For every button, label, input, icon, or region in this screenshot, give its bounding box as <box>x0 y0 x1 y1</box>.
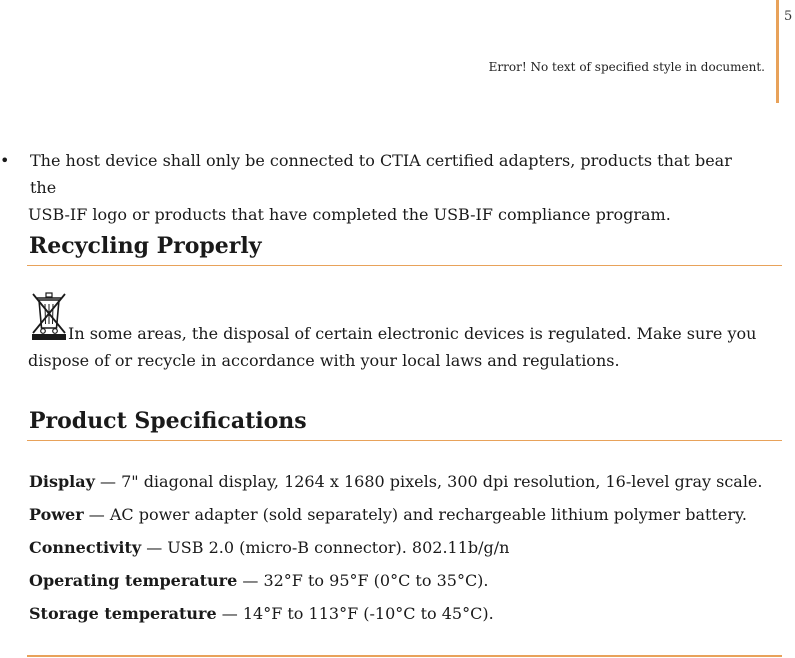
header-vertical-rule <box>776 0 779 103</box>
spec-item-storage-temperature <box>29 599 779 632</box>
recycling-line-2: dispose of or recycle in accordance with your local laws and regulations. <box>28 351 620 370</box>
page-number: 5 <box>784 9 793 24</box>
spec-label: Display <box>29 472 95 491</box>
bullet-line-1: The host device shall only be connected to CTIA certified adapters, products that bear the <box>30 151 732 197</box>
spec-value: — USB 2.0 (micro-B connector). 802.11b/g/n <box>141 538 510 557</box>
section-heading-recycling: Recycling Properly <box>29 233 262 259</box>
spec-value: — 14°F to 113°F (-10°C to 45°C). <box>216 604 494 623</box>
section-rule-specs <box>27 440 782 441</box>
spec-label: Connectivity <box>29 538 142 557</box>
bullet-text <box>28 147 760 228</box>
spec-label: Storage temperature <box>29 604 217 623</box>
spec-label: Operating temperature <box>29 571 238 590</box>
spec-value: — 7" diagonal display, 1264 x 1680 pixels, 300 dpi resolution, 16-level gray scale. <box>94 472 763 491</box>
bullet-icon: • <box>0 151 10 170</box>
bullet-item <box>0 147 760 228</box>
spec-item-operating-temperature <box>29 566 779 599</box>
spec-value: — AC power adapter (sold separately) and rechargeable lithium polymer battery. <box>83 505 747 524</box>
section-heading-specs: Product Specifications <box>29 408 307 434</box>
section-rule-recycling <box>27 265 782 266</box>
running-header: Error! No text of specified style in document. <box>488 60 765 74</box>
spec-list <box>29 467 779 632</box>
footer-rule <box>27 655 782 657</box>
spec-item-display <box>29 467 779 500</box>
spec-item-power <box>29 500 779 533</box>
spec-item-connectivity <box>29 533 779 566</box>
crossed-out-wheelie-bin-icon <box>30 290 68 342</box>
recycling-line-1: In some areas, the disposal of certain electronic devices is regulated. Make sure you <box>68 324 757 343</box>
spec-value: — 32°F to 95°F (0°C to 35°C). <box>237 571 489 590</box>
bullet-line-2: USB-IF logo or products that have completed the USB-IF compliance program. <box>28 205 671 224</box>
spec-label: Power <box>29 505 84 524</box>
